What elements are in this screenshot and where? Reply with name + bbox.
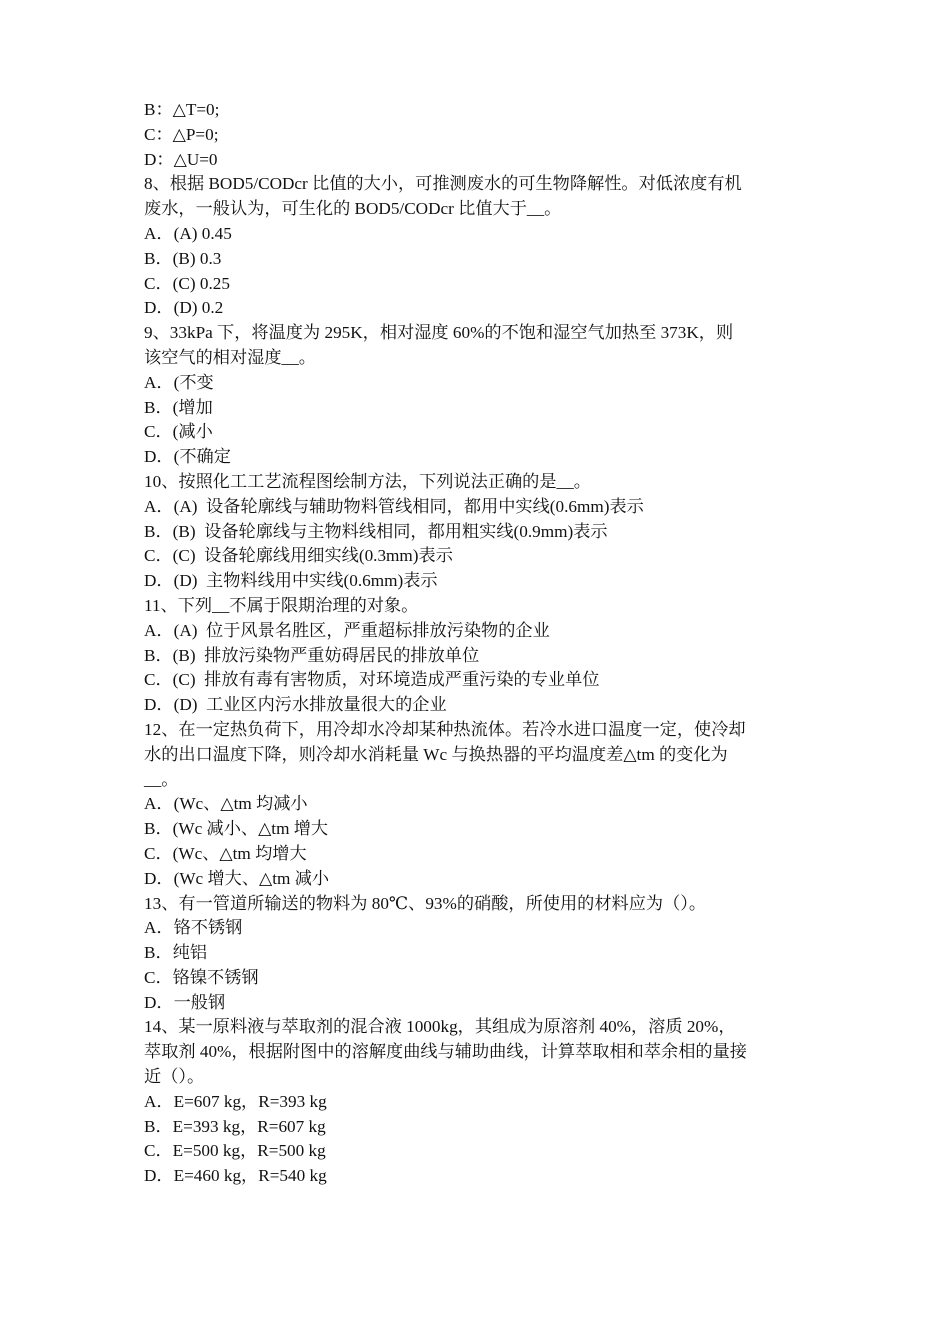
question-line: 该空气的相对湿度__。 — [144, 347, 316, 367]
option-line: A．(A) 设备轮廓线与辅助物料管线相同，都用中实线(0.6mm)表示 — [144, 496, 644, 516]
question-line: 8、根据 BOD5/CODcr 比值的大小，可推测废水的可生物降解性。对低浓度有机 — [144, 174, 742, 194]
option-line: D．(D) 0.2 — [144, 298, 224, 318]
option-line: C．(Wc、△tm 均增大 — [144, 843, 307, 863]
question-line: 水的出口温度下降，则冷却水消耗量 Wc 与换热器的平均温度差△tm 的变化为 — [144, 744, 728, 764]
option-line: C．铬镍不锈钢 — [144, 967, 259, 987]
option-line: C．(C) 0.25 — [144, 273, 230, 293]
question-line: 萃取剂 40%，根据附图中的溶解度曲线与辅助曲线，计算萃取相和萃余相的量接 — [144, 1042, 747, 1062]
document-page — [144, 98, 812, 1189]
question-line: 12、在一定热负荷下，用冷却水冷却某种热流体。若冷水进口温度一定，使冷却 — [144, 719, 746, 739]
option-line: B．E=393 kg，R=607 kg — [144, 1116, 326, 1136]
question-line: 13、有一管道所输送的物料为 80℃、93%的硝酸，所使用的材料应为（）。 — [144, 893, 707, 913]
question-line: 废水，一般认为，可生化的 BOD5/CODcr 比值大于__。 — [144, 199, 562, 219]
option-line: B．(B) 设备轮廓线与主物料线相同，都用粗实线(0.9mm)表示 — [144, 521, 608, 541]
question-line: 9、33kPa 下，将温度为 295K，相对湿度 60%的不饱和湿空气加热至 373K，则 — [144, 323, 734, 343]
question-line: 14、某一原料液与萃取剂的混合液 1000kg，其组成为原溶剂 40%，溶质 20%， — [144, 1017, 736, 1037]
option-line: D．(不确定 — [144, 447, 231, 467]
question-line: __。 — [144, 769, 179, 789]
option-line: C．(减小 — [144, 422, 213, 442]
option-line: D．(Wc 增大、△tm 减小 — [144, 868, 330, 888]
option-line: D．(D) 主物料线用中实线(0.6mm)表示 — [144, 571, 438, 591]
option-line: B：△T=0; — [144, 100, 220, 119]
option-line: B．纯铝 — [144, 943, 208, 963]
option-line: B．(增加 — [144, 397, 213, 417]
option-line: D．(D) 工业区内污水排放量很大的企业 — [144, 695, 447, 715]
option-line: D．一般钢 — [144, 992, 226, 1012]
option-line: A．(Wc、△tm 均减小 — [144, 794, 308, 814]
option-line: A．(A) 位于风景名胜区，严重超标排放污染物的企业 — [144, 620, 550, 640]
question-line: 近（）。 — [144, 1067, 205, 1087]
question-line: 10、按照化工工艺流程图绘制方法，下列说法正确的是__。 — [144, 471, 591, 491]
option-line: B．(Wc 减小、△tm 增大 — [144, 819, 329, 839]
option-line: C．(C) 排放有毒有害物质，对环境造成严重污染的专业单位 — [144, 670, 600, 690]
option-line: A．(A) 0.45 — [144, 223, 232, 243]
option-line: A．铬不锈钢 — [144, 918, 243, 938]
option-line: C．E=500 kg，R=500 kg — [144, 1141, 326, 1161]
question-line: 11、下列__不属于限期治理的对象。 — [144, 595, 419, 615]
option-line: D．E=460 kg，R=540 kg — [144, 1166, 327, 1186]
option-line: D：△U=0 — [144, 149, 218, 169]
option-line: C：△P=0; — [144, 124, 219, 144]
option-line: B．(B) 排放污染物严重妨碍居民的排放单位 — [144, 645, 480, 665]
option-line: A．E=607 kg，R=393 kg — [144, 1091, 327, 1111]
option-line: C．(C) 设备轮廓线用细实线(0.3mm)表示 — [144, 546, 453, 566]
option-line: A．(不变 — [144, 372, 214, 392]
option-line: B．(B) 0.3 — [144, 248, 222, 268]
